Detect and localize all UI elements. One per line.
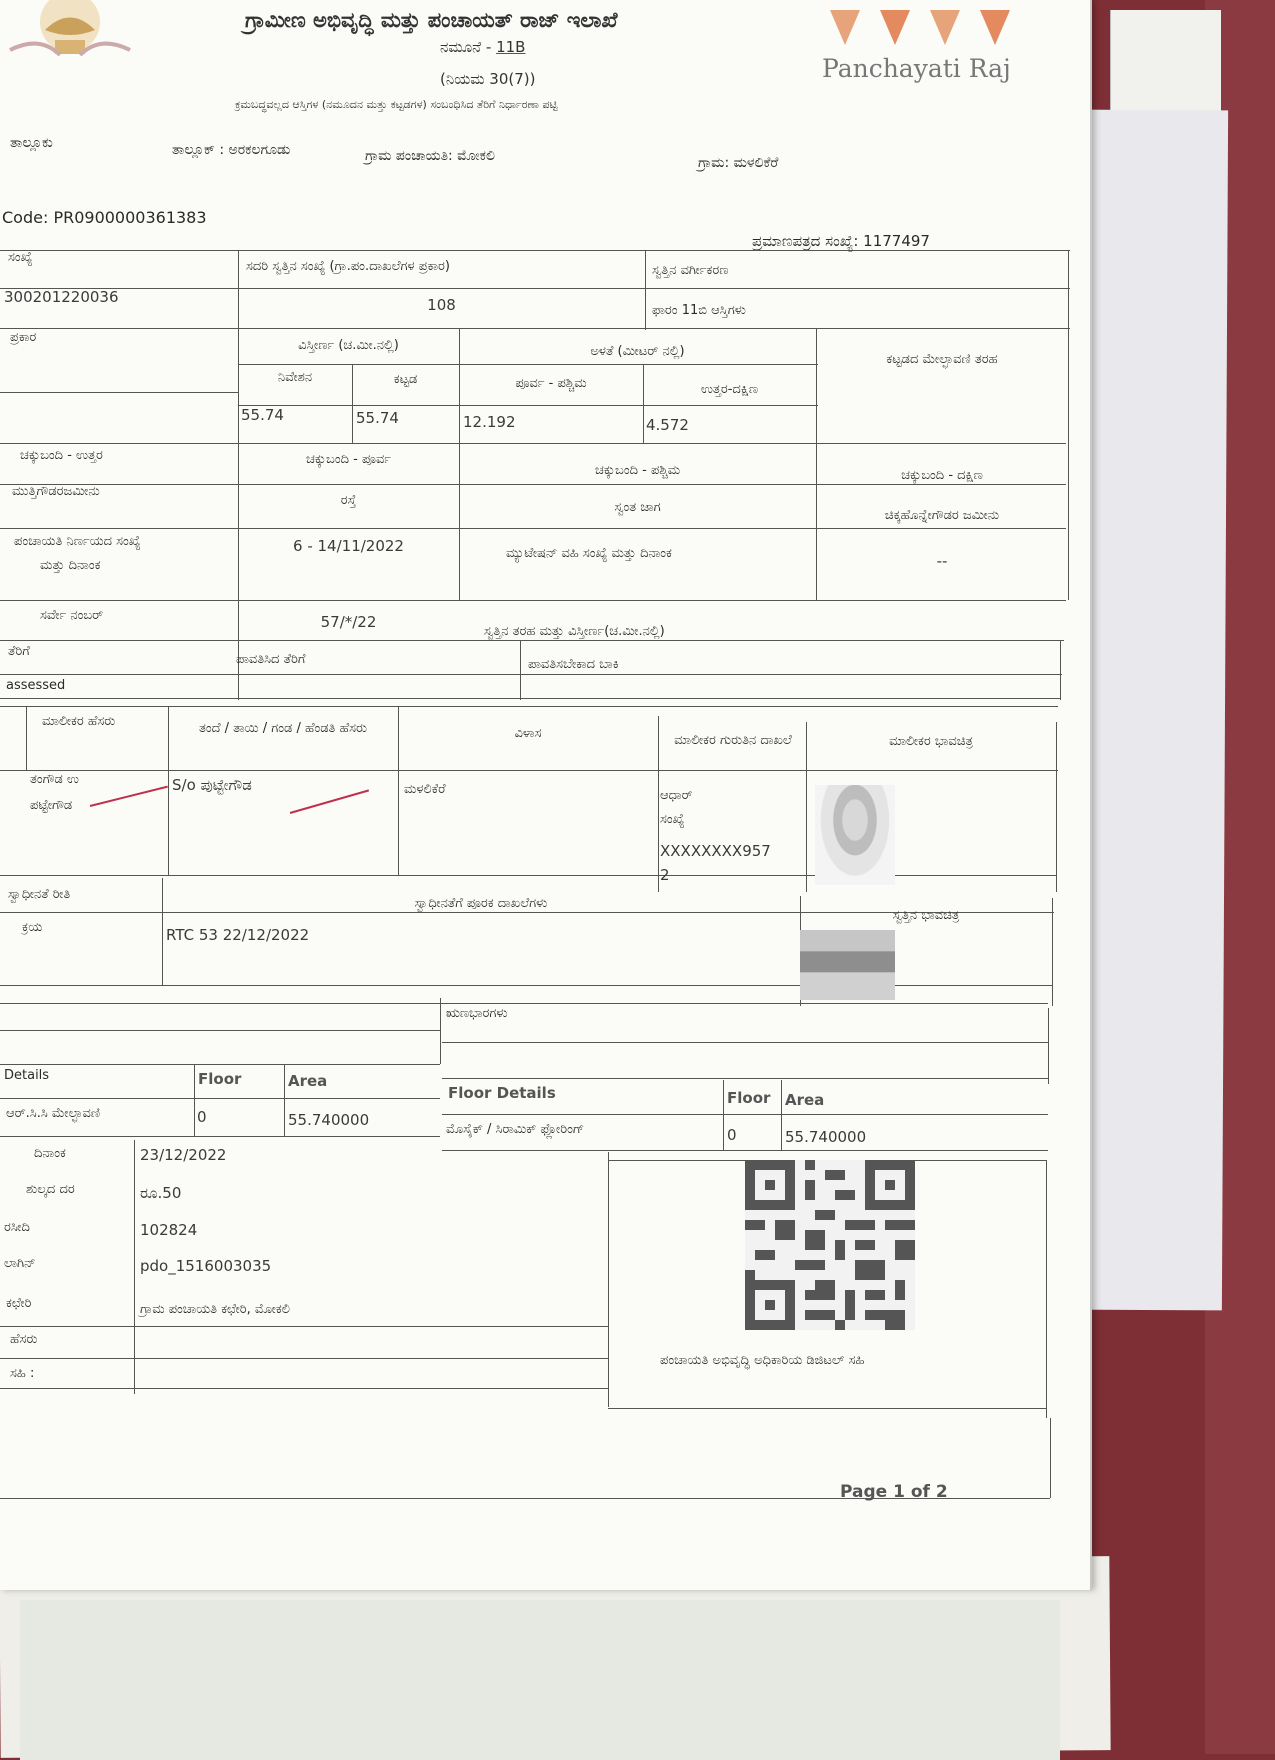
mutation-label: ಮ್ಯುಟೇಷನ್ ವಹಿ ಸಂಖ್ಯೆ ಮತ್ತು ದಿನಾಂಕ	[506, 546, 672, 561]
owner-id-line3: XXXXXXXX957	[660, 842, 771, 860]
property-class-value: ಫಾರಂ 11ಬಿ ಆಸ್ತಿಗಳು	[652, 303, 746, 318]
issue-user-value: pdo_1516003035	[140, 1257, 272, 1275]
owner-relation-label: ತಂದೆ / ತಾಯಿ / ಗಂಡ / ಹೆಂಡತಿ ಹೆಸರು	[198, 721, 368, 736]
floors-right-floor-header: Floor	[727, 1089, 771, 1107]
owner-name-line2: ಪಟ್ಟೇಗೌಡ	[30, 798, 73, 813]
building-area-label: ಕಟ್ಟಡ	[393, 372, 418, 387]
issue-user-label: ಲಾಗಿನ್	[4, 1256, 36, 1271]
government-emblem-icon	[0, 0, 140, 70]
north-south-label: ಉತ್ತರ-ದಕ್ಷಿಣ	[700, 382, 759, 397]
building-area-value: 55.74	[356, 409, 399, 427]
boundary-west-label: ಚಕ್ಕುಬಂದಿ - ಪಶ್ಚಿಮ	[594, 463, 681, 478]
roof-type-label: ಕಟ್ಟಡದ ಮೇಲ್ಛಾವಣಿ ತರಹ	[886, 352, 998, 367]
ownership-row-label: ಕ್ರಯ	[22, 920, 43, 935]
owner-id-line4: 2	[660, 866, 670, 884]
issue-fee-label: ಶುಲ್ಕದ ದರ	[26, 1182, 75, 1197]
issue-sign-label: ಸಹಿ :	[10, 1366, 35, 1381]
department-title: ಗ್ರಾಮೀಣ ಅಭಿವೃದ್ಧಿ ಮತ್ತು ಪಂಚಾಯತ್ ರಾಜ್ ಇಲಾಖೆ	[245, 8, 618, 32]
tax-due-label: ಪಾವತಿಸಬೇಕಾದ ಬಾಕಿ	[528, 657, 619, 672]
boundary-south-label: ಚಕ್ಕುಬಂದಿ - ದಕ್ಷಿಣ	[901, 468, 983, 483]
boundary-east-label: ಚಕ್ಕುಬಂದಿ - ಪೂರ್ವ	[305, 452, 392, 467]
resolution-label-line1: ಪಂಚಾಯತಿ ನಿರ್ಣಯದ ಸಂಖ್ಯೆ	[14, 534, 141, 549]
floors-right-area: 55.740000	[785, 1128, 867, 1146]
form-code: 11B	[496, 38, 526, 56]
property-photo	[800, 930, 895, 1000]
village: ಗ್ರಾಮ: ಮಳಲಿಕೆರೆ	[698, 155, 779, 171]
owner-address-label: ವಿಳಾಸ	[514, 726, 542, 741]
issue-date-label: ದಿನಾಂಕ	[34, 1146, 66, 1161]
type-area-label: ಸ್ವತ್ತಿನ ತರಹ ಮತ್ತು ವಿಸ್ತೀರ್ಣ(ಚ.ಮೀ.ನಲ್ಲಿ)	[484, 624, 665, 639]
floors-right-type: ಮೊಸೈಕ್ / ಸಿರಾಮಿಕ್ ಫ್ಲೋರಿಂಗ್	[446, 1122, 585, 1137]
resolution-label-line2: ಮತ್ತು ದಿನಾಂಕ	[40, 558, 101, 573]
encumbrance-label: ಋಣಭಾರಗಳು	[446, 1006, 508, 1021]
floors-left-type: ಆರ್.ಸಿ.ಸಿ ಮೇಲ್ಛಾವಣಿ	[6, 1106, 101, 1121]
north-south-value: 4.572	[646, 416, 689, 434]
owner-name-label: ಮಾಲೀಕರ ಹೆಸರು	[42, 714, 116, 729]
ownership-docs-label: ಸ್ವಾಧೀನತೆಗೆ ಪೂರಕ ದಾಖಲೆಗಳು	[414, 896, 548, 911]
property-number-label: ಸದರಿ ಸ್ವತ್ತಿನ ಸಂಖ್ಯೆ (ಗ್ರಾ.ಪಂ.ದಾಖಲೆಗಳ ಪ್ರಕಾರ)	[246, 259, 450, 274]
area-label: ವಿಸ್ತೀರ್ಣ (ಚ.ಮೀ.ನಲ್ಲಿ)	[298, 338, 399, 353]
issue-receipt-value: 102824	[140, 1221, 198, 1239]
floors-right-area-header: Area	[785, 1091, 825, 1109]
mutation-value: --	[936, 552, 948, 570]
property-photo-label: ಸ್ವತ್ತಿನ ಭಾವಚಿತ್ರ	[892, 908, 960, 923]
site-area-label: ನಿವೇಶನ	[277, 370, 313, 385]
ownership-label: ಸ್ವಾಧೀನತೆ ರೀತಿ	[8, 887, 71, 902]
assessed-label: assessed	[6, 678, 66, 693]
floors-left-floor-header: Floor	[198, 1070, 242, 1088]
district-label: ತಾಲ್ಲೂಕು	[10, 135, 53, 151]
owner-photo	[815, 785, 895, 885]
boundary-north-label: ಚಕ್ಕುಬಂದಿ - ಉತ್ತರ	[20, 448, 103, 463]
form-subtitle: ಕ್ರಮಬದ್ಧವಲ್ಲದ ಆಸ್ತಿಗಳ (ನಮೂದನ ಮತ್ತು ಕಟ್ಟಡಗಳ) ಸಂಬಂಧಿಸಿದ ತೆರಿಗೆ ನಿರ್ಧಾರಣಾ ಪಟ್ಟಿ	[235, 98, 558, 111]
floors-left-section-label: Details	[4, 1068, 50, 1083]
site-area-value: 55.74	[241, 406, 284, 424]
east-west-value: 12.192	[463, 413, 516, 431]
panchayati-raj-logo-icon	[820, 10, 1020, 50]
boundary-north-value: ಮುತ್ತಿಗೌಡರಜಮೀನು	[12, 484, 100, 499]
pen-mark	[90, 786, 168, 807]
qr-code-icon	[745, 1160, 915, 1330]
floors-right-floor: 0	[727, 1126, 737, 1144]
owner-address-value: ಮಳಲಿಕೆರೆ	[404, 782, 446, 797]
tax-paid-label: ಪಾವತಿಸಿದ ತೆರಿಗೆ	[236, 652, 306, 667]
boundary-east-value: ರಸ್ತೆ	[340, 493, 357, 508]
digital-signature-caption: ಪಂಚಾಯತಿ ಅಭಿವೃದ್ಧಿ ಅಧಿಕಾರಿಯ ಡಿಜಿಟಲ್ ಸಹಿ	[660, 1353, 865, 1368]
property-number-value: 108	[427, 296, 456, 314]
owner-photo-label: ಮಾಲೀಕರ ಭಾವಚಿತ್ರ	[889, 734, 973, 749]
floors-left-floor: 0	[197, 1108, 207, 1126]
issue-fee-value: ರೂ.50	[140, 1184, 182, 1202]
property-class-label: ಸ್ವತ್ತಿನ ವರ್ಗೀಕರಣ	[652, 263, 729, 278]
boundary-west-value: ಸ್ವಂತ ಜಾಗ	[614, 500, 661, 515]
property-code: Code: PR0900000361383	[2, 208, 207, 227]
certificate-number: ಪ್ರಮಾಣಪತ್ರದ ಸಂಖ್ಯೆ: 1177497	[752, 232, 930, 250]
survey-value: 57/*/22	[320, 613, 377, 631]
property-id-label: ಸಂಖ್ಯೆ	[8, 250, 33, 265]
form-number	[440, 38, 525, 56]
property-id-value: 300201220036	[4, 288, 119, 306]
resolution-value: 6 - 14/11/2022	[293, 537, 404, 555]
taluk: ತಾಲ್ಲೂಕ್ : ಅರಕಲಗೂಡು	[172, 142, 291, 158]
owner-relation-value: S/o ಪುಟ್ಟೇಗೌಡ	[172, 776, 252, 794]
tax-row-label: ತೆರಿಗೆ	[8, 644, 30, 659]
owner-id-line2: ಸಂಖ್ಯೆ	[660, 812, 685, 827]
dimension-label: ಅಳತೆ (ಮೀಟರ್ ನಲ್ಲಿ)	[590, 344, 685, 359]
floors-left-area-header: Area	[288, 1072, 328, 1090]
rule-reference: (ನಿಯಮ 30(7))	[440, 70, 536, 88]
issue-date-value: 23/12/2022	[140, 1146, 227, 1164]
issue-office-value: ಗ್ರಾಮ ಪಂಚಾಯತಿ ಕಛೇರಿ, ಮೋಕಲಿ	[140, 1302, 290, 1317]
floors-right-section-label: Floor Details	[448, 1084, 556, 1102]
floors-left-area: 55.740000	[288, 1111, 370, 1129]
page-number: Page 1 of 2	[840, 1482, 948, 1502]
panchayati-raj-logo-text: Panchayati Raj	[822, 54, 1011, 83]
boundary-south-value: ಚಿಕ್ಕಹೊನ್ನೇಗೌಡರ ಜಮೀನು	[884, 508, 1000, 523]
owner-id-line1: ಆಧಾರ್	[660, 788, 693, 803]
owner-name-line1: ತಂಗೌಡ ಉ	[30, 772, 79, 787]
east-west-label: ಪೂರ್ವ - ಪಶ್ಚಿಮ	[515, 376, 587, 391]
gram-panchayat: ಗ್ರಾಮ ಪಂಚಾಯತಿ: ಮೋಕಲಿ	[365, 148, 495, 164]
issue-receipt-label: ರಸೀದಿ	[4, 1220, 30, 1235]
property-type-label: ಪ್ರಕಾರ	[10, 330, 37, 345]
ownership-docs-value: RTC 53 22/12/2022	[166, 926, 310, 944]
survey-label: ಸರ್ವೇ ನಂಬರ್	[40, 608, 104, 623]
side-paper	[1077, 110, 1228, 1311]
form-prefix: ನಮೂನೆ -	[440, 38, 497, 56]
under-sheet-2	[20, 1600, 1060, 1760]
issue-name-label: ಹೆಸರು	[10, 1332, 38, 1347]
owner-id-label: ಮಾಲೀಕರ ಗುರುತಿನ ದಾಖಲೆ	[674, 733, 792, 748]
pen-mark-2	[290, 789, 369, 814]
issue-office-label: ಕಛೇರಿ	[6, 1296, 32, 1311]
